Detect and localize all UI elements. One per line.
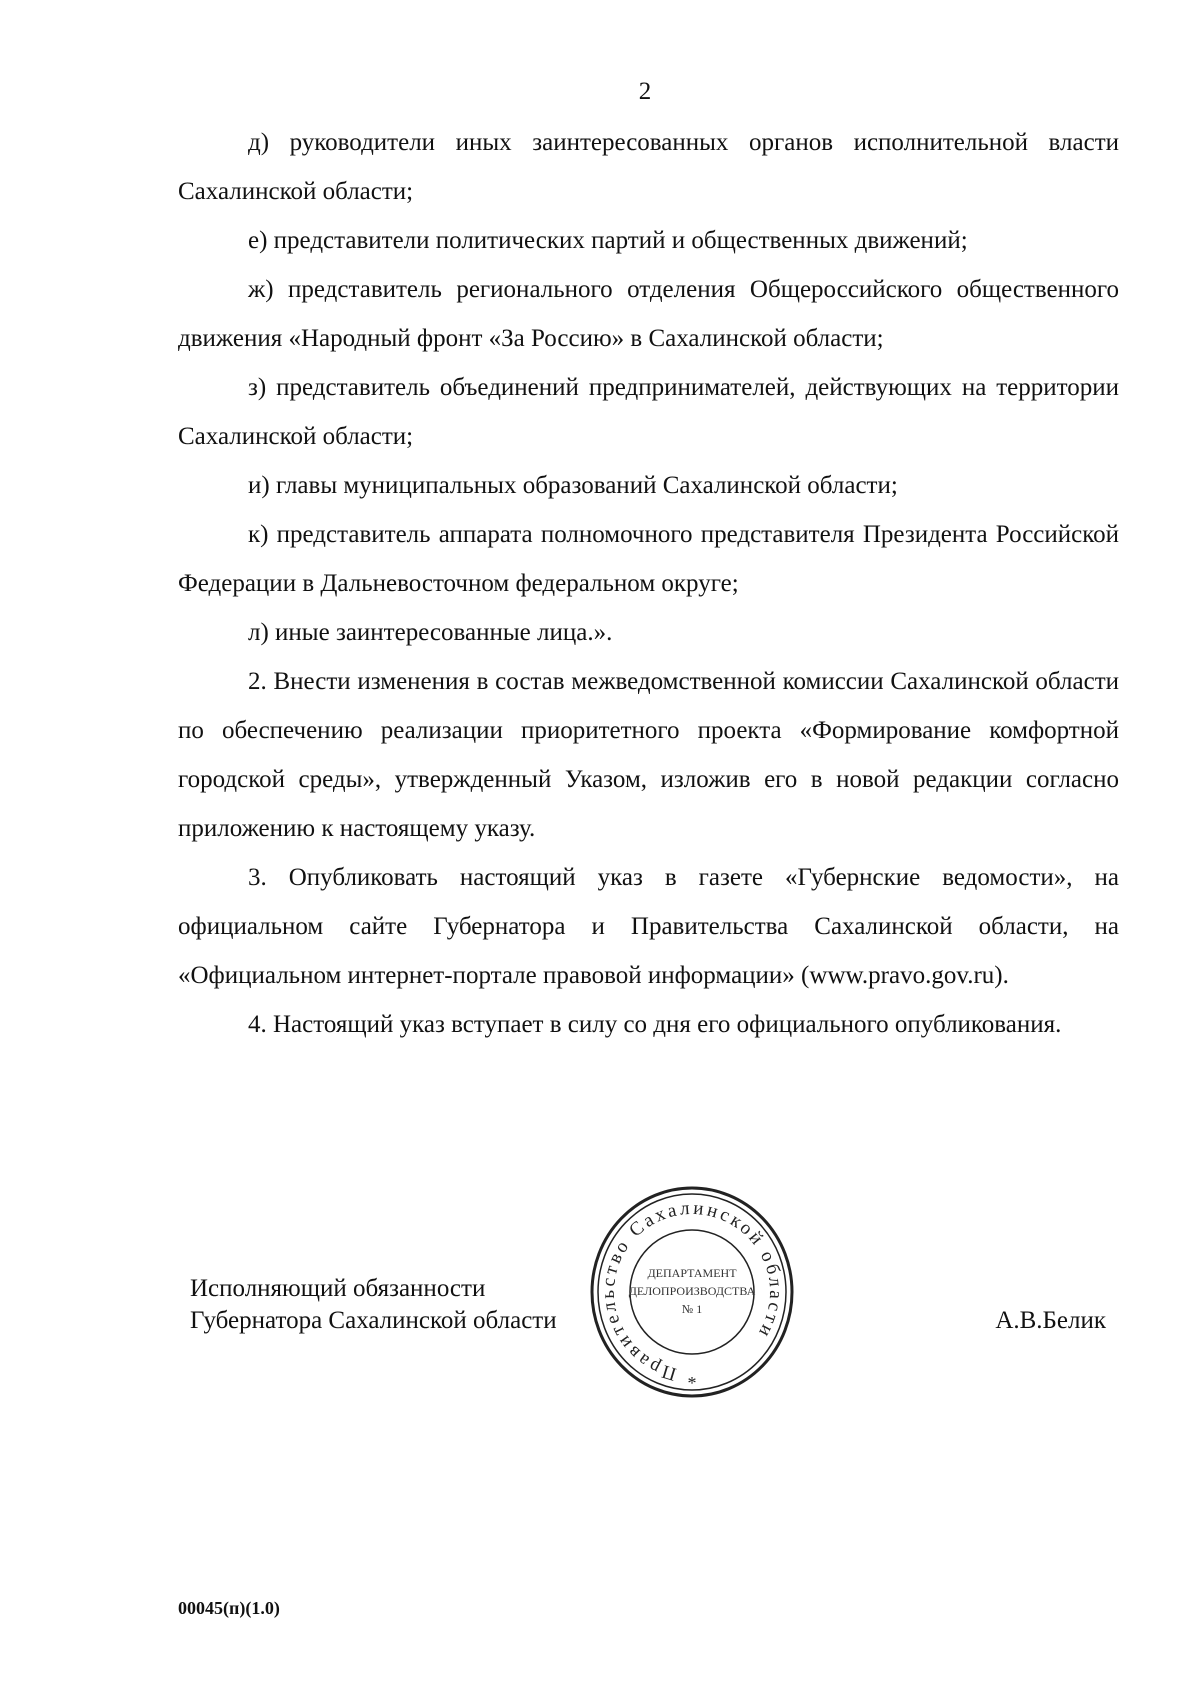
official-seal-stamp xyxy=(587,1185,797,1400)
seal-inner-line-1: ДЕПАРТАМЕНТ xyxy=(647,1266,737,1280)
paragraph-i: и) главы муниципальных образований Сахалинской области; xyxy=(248,472,898,499)
seal-inner-line-2: ДЕЛОПРОИЗВОДСТВА xyxy=(628,1284,756,1298)
paragraph-e: е) представители политических партий и общественных движений; xyxy=(248,227,968,254)
paragraph-zh: ж) представитель регионального отделения Общероссийского общественного движения «Народный фронт «За Россию» в Сахалинской области; xyxy=(178,276,1119,352)
paragraph-z: з) представитель объединений предпринимателей, действующих на территории Сахалинской области; xyxy=(178,374,1119,450)
seal-inner-line-3: № 1 xyxy=(681,1302,703,1316)
clause-3: 3. Опубликовать настоящий указ в газете «Губернские ведомости», на официальном сайте Губернатора и Правительства Сахалинской области, на «Официальном интернет-портале правовой информации» (www.pravo.gov.ru). xyxy=(178,864,1119,989)
document-code: 00045(п)(1.0) xyxy=(178,1598,280,1618)
seal-star-icon: * xyxy=(687,1373,697,1393)
signer-position-line-1: Исполняющий обязанности xyxy=(190,1275,486,1302)
clause-2: 2. Внести изменения в состав межведомственной комиссии Сахалинской области по обеспечению реализации приоритетного проекта «Формирование комфортной городской среды», утвержденный Указом, изложив его в новой редакции согласно приложению к настоящему указу. xyxy=(178,668,1119,842)
signer-position-line-2: Губернатора Сахалинской области xyxy=(190,1307,557,1334)
paragraph-l: л) иные заинтересованные лица.». xyxy=(248,619,613,646)
clause-4: 4. Настоящий указ вступает в силу со дня его официального опубликования. xyxy=(248,1011,1062,1038)
seal-outer-text: Правительство Сахалинской области xyxy=(597,1197,787,1385)
signer-name: А.В.Белик xyxy=(995,1307,1106,1334)
document-body xyxy=(178,118,1119,1049)
page-number: 2 xyxy=(638,78,652,105)
paragraph-d: д) руководители иных заинтересованных органов исполнительной власти Сахалинской области; xyxy=(178,129,1119,205)
paragraph-k: к) представитель аппарата полномочного представителя Президента Российской Федерации в Дальневосточном федеральном округе; xyxy=(178,521,1119,597)
